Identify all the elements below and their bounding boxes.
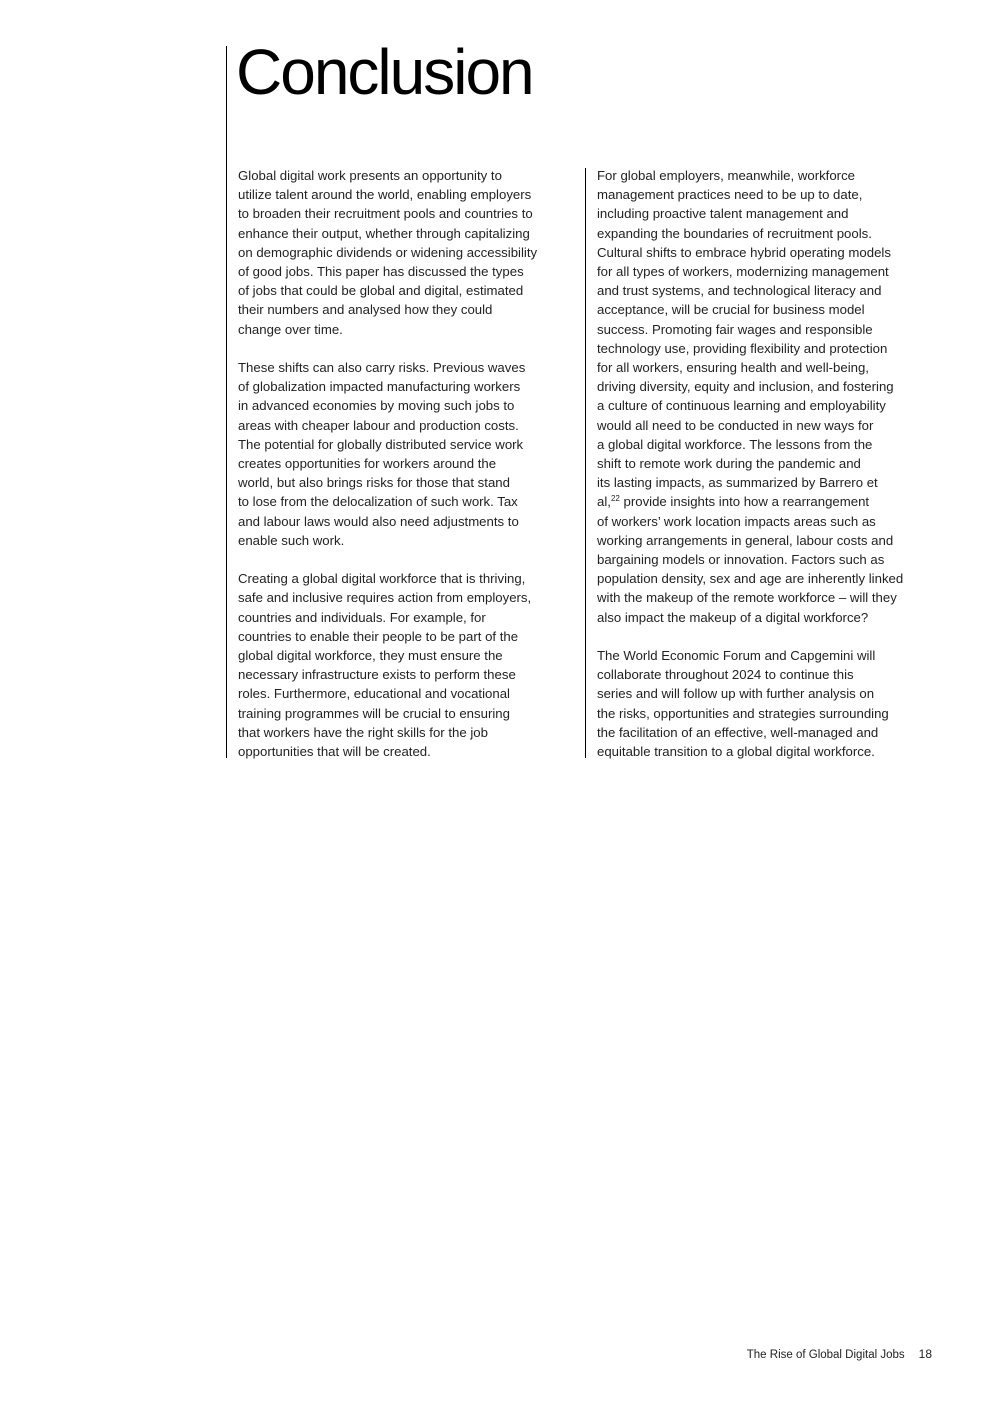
left-column [238,166,578,761]
text-line: of globalization impacted manufacturing workers [238,379,521,395]
text-line: change over time. [238,321,343,337]
paragraph-risks [238,358,578,550]
footnote-ref-22[interactable]: 22 [610,494,620,504]
text-line: shift to remote work during the pandemic and [597,456,861,472]
text-line: Global digital work presents an opportunity to [238,168,502,183]
employers-lines-before [597,166,937,492]
text-line: for all workers, ensuring health and well-being, [597,360,869,376]
paragraph-employers [597,166,937,627]
text-line: to lose from the delocalization of such work. Tax [238,494,518,510]
text-line: training programmes will be crucial to ensuring [238,705,510,721]
right-column [597,166,937,761]
text-line: to broaden their recruitment pools and countries to [238,206,533,222]
text-line: collaborate throughout 2024 to continue this [597,667,854,683]
text-line: the risks, opportunities and strategies surrounding [597,705,889,721]
text-line: technology use, providing flexibility and protection [597,340,888,356]
text-line: equitable transition to a global digital workforce. [597,744,875,760]
text-line: driving diversity, equity and inclusion, and fostering [597,379,894,395]
text-line: bargaining models or innovation. Factors such as [597,552,885,568]
citation-line [597,492,937,511]
text-line: success. Promoting fair wages and responsible [597,321,873,337]
text-line: These shifts can also carry risks. Previous waves [238,360,526,376]
text-line: enhance their output, whether through capitalizing [238,225,530,241]
left-margin-rule [226,46,227,758]
text-line: for all types of workers, modernizing management [597,264,889,280]
footer-doc-title: The Rise of Global Digital Jobs [746,1349,905,1361]
paragraph-inclusive-workforce [238,569,578,761]
text-line: including proactive talent management and [597,206,849,222]
text-line: of workers’ work location impacts areas such as [597,513,876,529]
text-line: its lasting impacts, as summarized by Barrero et [597,475,878,491]
page-title: Conclusion [236,36,533,108]
paragraph-opportunity [238,166,578,339]
text-line: enable such work. [238,532,345,548]
text-line: creates opportunities for workers around the [238,456,497,472]
text-line: roles. Furthermore, educational and vocational [238,686,510,702]
text-line: on demographic dividends or widening accessibility [238,244,538,260]
text-line: Creating a global digital workforce that is thriving, [238,571,526,587]
text-line: areas with cheaper labour and production costs. [238,417,519,433]
text-line: and labour laws would also need adjustments to [238,513,519,529]
text-line: opportunities that will be created. [238,744,431,760]
text-line: a global digital workforce. The lessons from the [597,436,873,452]
text-line: of jobs that could be global and digital, estimated [238,283,524,299]
text-line: safe and inclusive requires action from employers, [238,590,532,606]
page-number: 18 [918,1347,932,1361]
column-divider-rule [585,168,586,758]
text-line: working arrangements in general, labour costs and [597,532,894,548]
citation-suffix: provide insights into how a rearrangement [619,494,870,510]
text-line: global digital workforce, they must ensure the [238,648,503,664]
text-line: The potential for globally distributed service work [238,436,524,452]
text-line: countries and individuals. For example, for [238,609,486,625]
page-footer [747,1347,932,1361]
text-line: a culture of continuous learning and employability [597,398,886,414]
text-line: The World Economic Forum and Capgemini will [597,648,876,664]
text-line: of good jobs. This paper has discussed the types [238,264,524,280]
employers-lines-after [597,512,937,627]
text-line: utilize talent around the world, enabling employers [238,187,532,203]
text-line: the facilitation of an effective, well-managed and [597,724,879,740]
text-line: For global employers, meanwhile, workforce [597,168,855,183]
text-line: Cultural shifts to embrace hybrid operating models [597,244,891,260]
paragraph-collaboration [597,646,937,761]
text-line: that workers have the right skills for the job [238,724,488,740]
text-line: acceptance, will be crucial for business model [597,302,865,318]
text-line: their numbers and analysed how they could [238,302,493,318]
text-line: in advanced economies by moving such jobs to [238,398,515,414]
text-line: population density, sex and age are inherently linked [597,571,904,587]
text-line: world, but also brings risks for those that stand [238,475,510,491]
text-line: would all need to be conducted in new ways for [597,417,874,433]
text-line: series and will follow up with further analysis on [597,686,875,702]
text-line: management practices need to be up to date, [597,187,863,203]
citation-prefix: al, [597,494,611,510]
text-line: expanding the boundaries of recruitment pools. [597,225,872,241]
text-line: necessary infrastructure exists to perform these [238,667,516,683]
text-line: countries to enable their people to be part of the [238,628,519,644]
text-line: also impact the makeup of a digital workforce? [597,609,869,625]
text-line: with the makeup of the remote workforce – will they [597,590,897,606]
text-line: and trust systems, and technological literacy and [597,283,882,299]
